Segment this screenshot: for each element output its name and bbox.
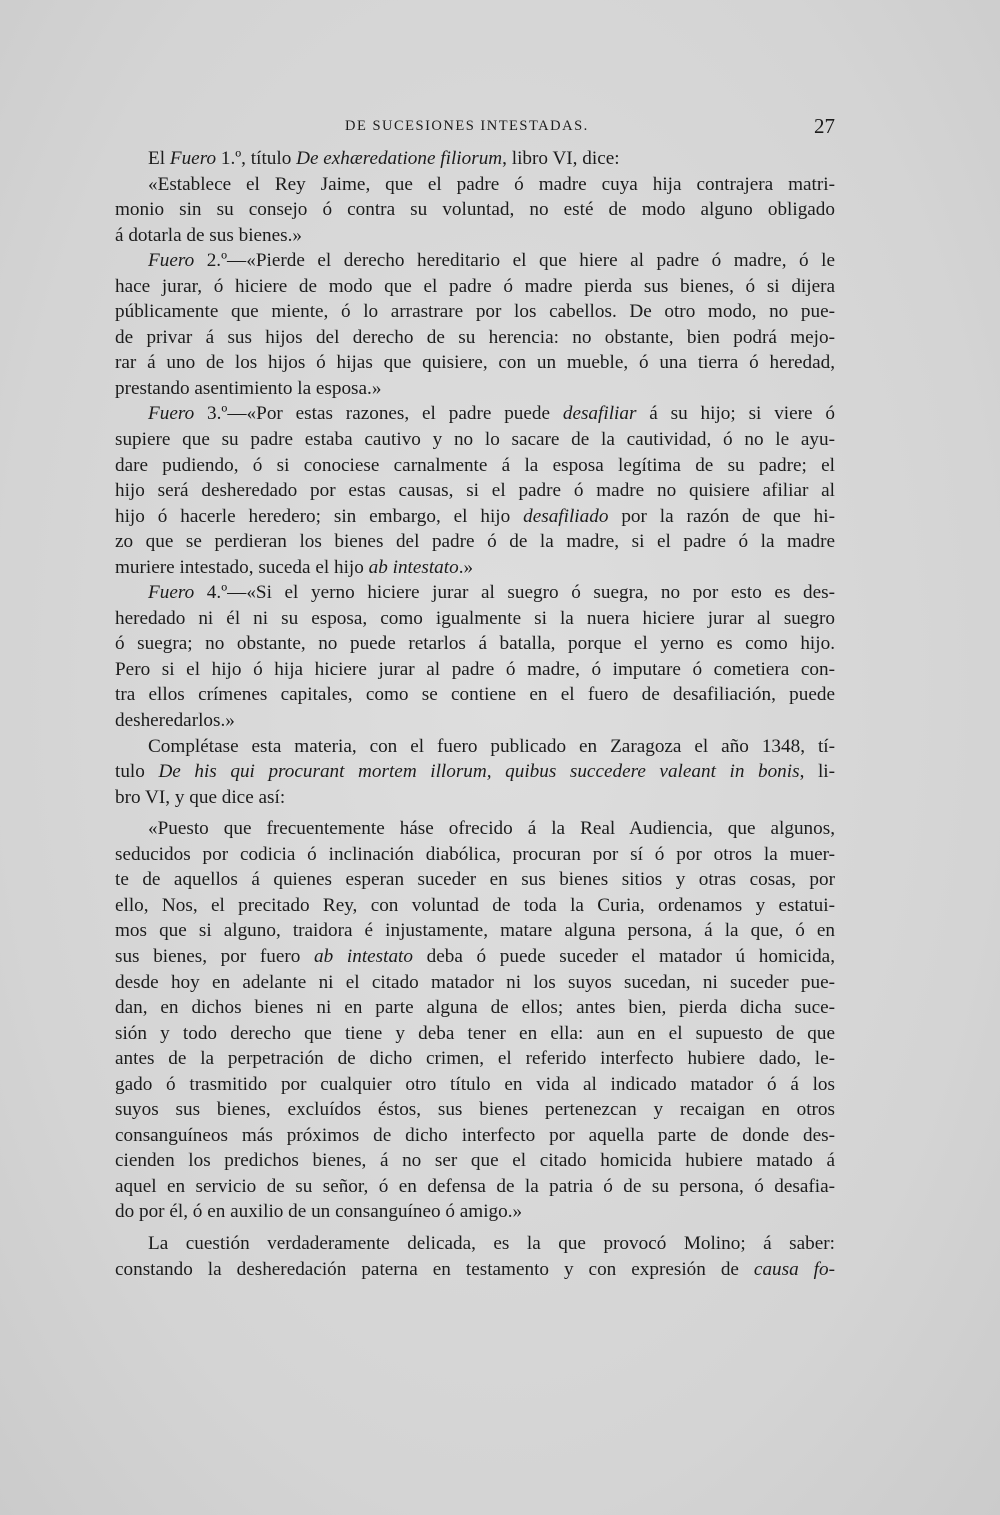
text-line: sus bienes, por fuero ab intestato deba ó puede suceder el matador ú homicida,	[115, 945, 835, 967]
text-line: tulo De his qui procurant mortem illorum, quibus succedere valeant in bonis, li-	[115, 761, 835, 783]
text-line: «Puesto que frecuentemente háse ofrecido á la Real Audiencia, que algunos,	[148, 818, 835, 840]
text-line: dare pudiendo, ó si conociese carnalmente á la esposa legítima de su padre; el	[115, 454, 835, 476]
page-number: 27	[814, 114, 835, 138]
text-line: ello, Nos, el precitado Rey, con voluntad de toda la Curia, ordenamos y estatui-	[115, 894, 835, 916]
italic-phrase: Fuero	[169, 148, 217, 169]
text-line: hace jurar, ó hiciere de modo que el padre ó madre pierda sus bienes, ó si dijera	[115, 275, 835, 297]
text-line: hijo ó hacerle heredero; sin embargo, el hijo desafiliado por la razón de que hi-	[115, 505, 835, 527]
page-header	[115, 114, 835, 142]
italic-phrase: De his qui procurant mortem illorum, quibus succedere valeant in bonis	[158, 761, 800, 783]
text-line: bro VI, y que dice así:	[115, 786, 286, 808]
text-line: seducidos por codicia ó inclinación diabólica, procuran por sí ó por otros la muer-	[115, 843, 835, 865]
italic-phrase: ab intestato	[368, 556, 459, 578]
text-line: Complétase esta materia, con el fuero publicado en Zaragoza el año 1348, tí-	[148, 735, 835, 757]
text-line: de privar á sus hijos del derecho de su herencia: no obstante, bien podrá mejo-	[115, 326, 835, 348]
text-line: muriere intestado, suceda el hijo ab intestato.»	[115, 556, 474, 578]
italic-phrase: Fuero	[148, 403, 195, 425]
text-line: Fuero 4.º—«Si el yerno hiciere jurar al suegro ó suegra, no por esto es des-	[148, 582, 835, 604]
text-line: gado ó trasmitido por cualquier otro título en vida al indicado matador ó á los	[115, 1073, 835, 1095]
text-line: tra ellos crímenes capitales, como se contiene en el fuero de desafiliación, puede	[115, 684, 835, 706]
text-line: Fuero 2.º—«Pierde el derecho hereditario el que hiere al padre ó madre, ó le	[148, 250, 835, 272]
text-line: á dotarla de sus bienes.»	[115, 224, 303, 246]
italic-phrase: ab intestato	[314, 945, 413, 967]
text-line: zo que se perdieran los bienes del padre ó de la madre, si el padre ó la madre	[115, 531, 835, 553]
text-line: constando la desheredación paterna en testamento y con expresión de causa fo-	[115, 1258, 835, 1280]
text-line: prestando asentimiento la esposa.»	[115, 377, 382, 399]
text-line: desde hoy en adelante ni el citado matador ni los suyos sucedan, ni suceder pue-	[115, 971, 835, 993]
text-line: monio sin su consejo ó contra su voluntad, no esté de modo alguno obligado	[115, 199, 835, 221]
text-line: aquel en servicio de su señor, ó en defensa de la patria ó de su persona, ó desafia-	[115, 1175, 835, 1197]
text-line: supiere que su padre estaba cautivo y no lo sacare de la cautividad, ó no le ayu-	[115, 429, 835, 451]
text-line: consanguíneos más próximos de dicho interfecto por aquella parte de donde des-	[115, 1124, 835, 1146]
italic-phrase: causa fo-	[753, 1258, 835, 1280]
text-line: Fuero 3.º—«Por estas razones, el padre puede desafiliar á su hijo; si viere ó	[148, 403, 835, 425]
text-line: rar á uno de los hijos ó hijas que quisiere, con un mueble, ó una tierra ó heredad,	[115, 352, 835, 374]
text-line: mos que si alguno, traidora é injustamente, matare alguna persona, á la que, ó en	[115, 920, 835, 942]
italic-phrase: Fuero	[148, 582, 195, 604]
text-line: hijo será desheredado por estas causas, si el padre ó madre no quisiere afiliar al	[115, 480, 835, 502]
text-line: desheredarlos.»	[115, 710, 235, 732]
text-line: La cuestión verdaderamente delicada, es la que provocó Molino; á saber:	[148, 1232, 835, 1254]
text-line: Pero si el hijo ó hija hiciere jurar al padre ó madre, ó imputare ó cometiera con-	[115, 658, 835, 680]
text-line: públicamente que miente, ó lo arrastrare por los cabellos. De otro modo, no pue-	[115, 301, 835, 323]
text-line: sión y todo derecho que tiene y deba tener en ella: aun en el supuesto de que	[115, 1022, 835, 1044]
italic-phrase: desafiliado	[523, 505, 609, 527]
text-line: antes de la perpetración de dicho crimen, el referido interfecto hubiere dado, le-	[115, 1048, 835, 1070]
text-line: heredado ni él ni su esposa, como igualmente si la nuera hiciere jurar al suegro	[115, 607, 835, 629]
text-line: El Fuero 1.º, título De exhæredatione filiorum, libro VI, dice:	[148, 148, 620, 169]
running-head: DE SUCESIONES INTESTADAS.	[345, 118, 589, 134]
italic-phrase: desafiliar	[562, 403, 637, 425]
text-line: dan, en dichos bienes ni en parte alguna de ellos; antes bien, pierda dicha suce-	[115, 997, 835, 1019]
text-line: «Establece el Rey Jaime, que el padre ó madre cuya hija contrajera matri-	[148, 173, 835, 195]
italic-phrase: De exhæredatione filiorum	[296, 148, 503, 169]
italic-phrase: Fuero	[148, 250, 195, 272]
text-line: ó suegra; no obstante, no puede retarlos á batalla, porque el yerno es como hijo.	[115, 633, 835, 655]
body-text	[115, 146, 835, 1282]
text-line: te de aquellos á quienes esperan suceder en sus bienes sitios y otras cosas, por	[115, 869, 835, 891]
text-line: suyos sus bienes, excluídos éstos, sus bienes pertenezcan y recaigan en otros	[115, 1099, 835, 1121]
text-line: do por él, ó en auxilio de un consanguíneo ó amigo.»	[115, 1201, 523, 1223]
text-line: cienden los predichos bienes, á no ser que el citado homicida hubiere matado á	[115, 1150, 835, 1172]
